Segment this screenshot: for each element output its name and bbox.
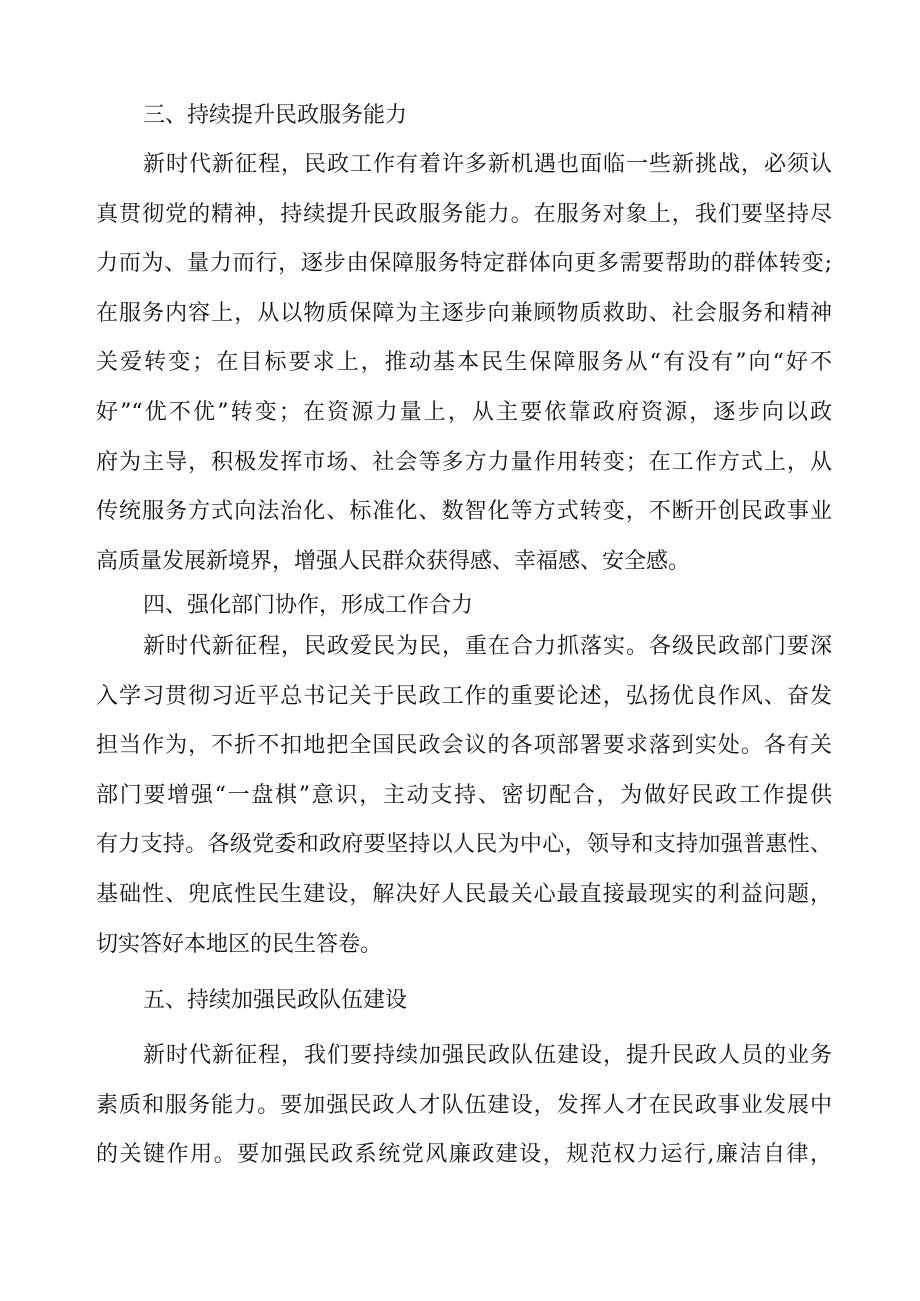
- section-heading-5: 五、持续加强民政队伍建设: [143, 988, 408, 1013]
- paragraph-line: 新时代新征程，民政工作有着许多新机遇也面临一些新挑战，必须认: [143, 152, 832, 177]
- paragraph-line: 切实答好本地区的民生答卷。: [96, 931, 383, 957]
- paragraph-line: 基础性、兜底性民生建设，解决好人民最关心最直接最现实的利益问题，: [96, 881, 832, 907]
- paragraph-line: 好”“优不优”转变；在资源力量上，从主要依靠政府资源，逐步向以政: [96, 399, 832, 425]
- paragraph-line: 有力支持。各级党委和政府要坚持以人民为中心，领导和支持加强普惠性、: [96, 832, 832, 858]
- paragraph-line: 入学习贯彻习近平总书记关于民政工作的重要论述，弘扬优良作风、奋发: [96, 683, 832, 709]
- section-body-4: [96, 622, 832, 969]
- section-body-5: [96, 1031, 832, 1180]
- paragraph-line: 在服务内容上，从以物质保障为主逐步向兼顾物质救助、社会服务和精神: [96, 300, 832, 326]
- paragraph-line: 关爱转变；在目标要求上，推动基本民生保障服务从“有没有”向“好不: [96, 350, 832, 376]
- paragraph-line: 真贯彻党的精神，持续提升民政服务能力。在服务对象上，我们要坚持尽: [96, 201, 832, 227]
- paragraph-line: 府为主导，积极发挥市场、社会等多方力量作用转变；在工作方式上，从: [96, 449, 832, 475]
- section-heading-3: 三、持续提升民政服务能力: [143, 103, 408, 128]
- paragraph-line: 新时代新征程，我们要持续加强民政队伍建设，提升民政人员的业务: [143, 1043, 832, 1068]
- paragraph-line: 力而为、量力而行，逐步由保障服务特定群体向更多需要帮助的群体转变;: [96, 251, 832, 277]
- paragraph-line: 的关键作用。要加强民政系统党风廉政建设，规范权力运行,廉洁自律，: [96, 1142, 832, 1168]
- paragraph-line: 素质和服务能力。要加强民政人才队伍建设，发挥人才在民政事业发展中: [96, 1092, 832, 1118]
- paragraph-line: 高质量发展新境界，增强人民群众获得感、幸福感、安全感。: [96, 548, 691, 574]
- paragraph-line: 担当作为，不折不扣地把全国民政会议的各项部署要求落到实处。各有关: [96, 733, 832, 759]
- section-heading-4: 四、强化部门协作，形成工作合力: [143, 593, 474, 618]
- paragraph-line: 新时代新征程，民政爱民为民，重在合力抓落实。各级民政部门要深: [143, 634, 832, 659]
- paragraph-line: 部门要增强“一盘棋”意识，主动支持、密切配合，为做好民政工作提供: [96, 782, 832, 808]
- paragraph-line: 传统服务方式向法治化、标准化、数智化等方式转变，不断开创民政事业: [96, 499, 832, 525]
- section-body-3: [96, 140, 832, 586]
